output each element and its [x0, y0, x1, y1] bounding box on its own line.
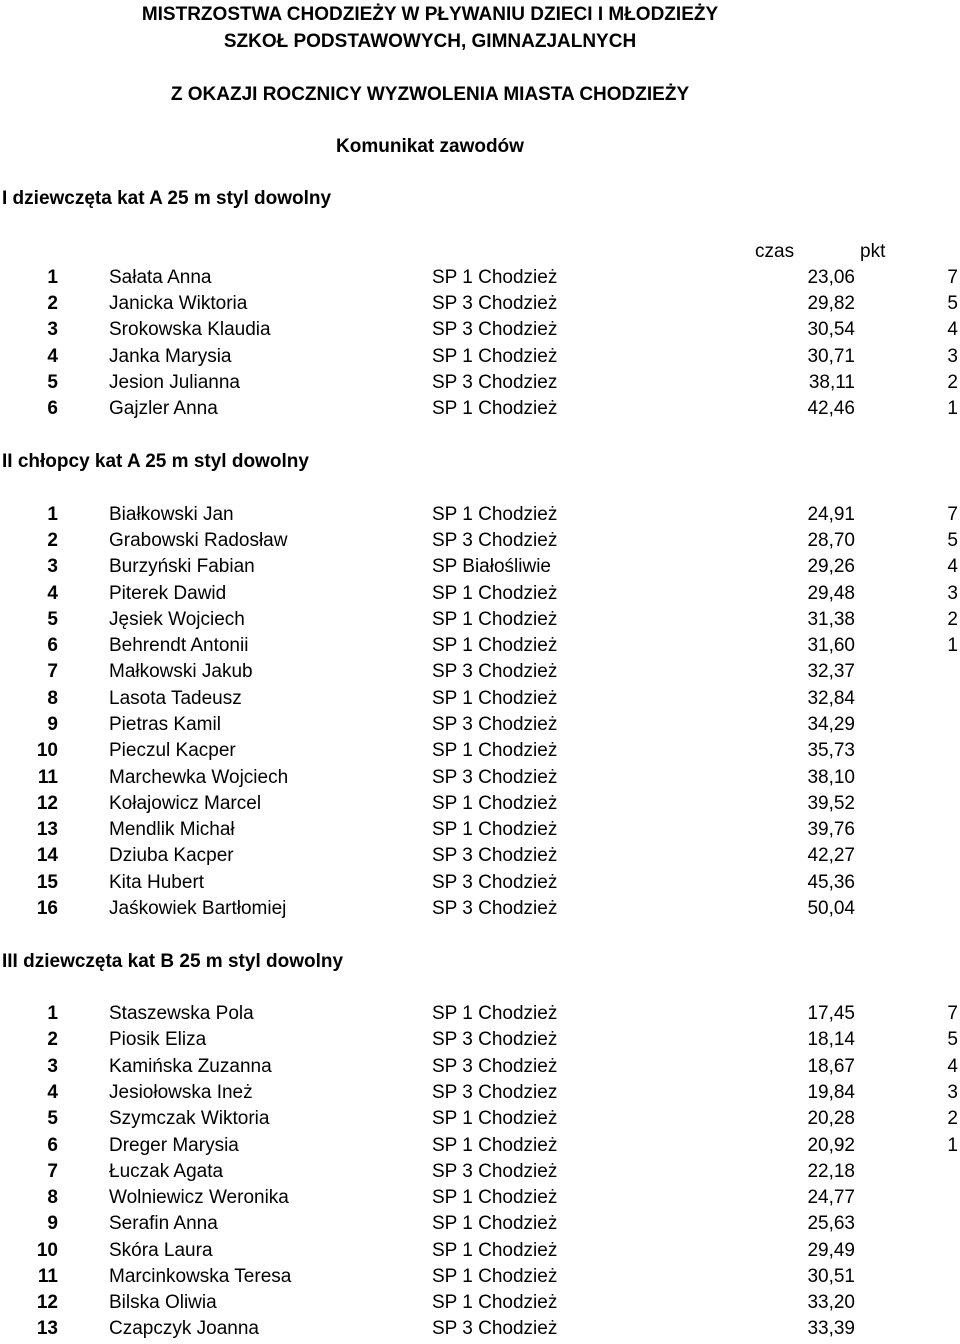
place: 1 [47, 267, 58, 288]
points: 1 [947, 1135, 958, 1156]
result-row [0, 581, 960, 607]
result-row [0, 528, 960, 554]
school: SP Białośliwie [432, 556, 551, 577]
competitor-name: Jesion Julianna [109, 372, 240, 393]
points: 3 [947, 1082, 958, 1103]
school: SP 3 Chodzież [432, 1029, 558, 1050]
time: 45,36 [807, 872, 855, 893]
school: SP 3 Chodzież [432, 661, 558, 682]
section-title-1: I dziewczęta kat A 25 m styl dowolny [2, 188, 332, 209]
time: 31,60 [807, 635, 855, 656]
school: SP 1 Chodzież [432, 688, 558, 709]
place: 13 [36, 819, 58, 840]
school: SP 1 Chodzież [432, 1292, 558, 1313]
place: 4 [47, 583, 58, 604]
place: 3 [47, 319, 58, 340]
place: 13 [36, 1318, 58, 1339]
place: 11 [37, 767, 58, 788]
competitor-name: Piterek Dawid [109, 583, 227, 604]
time: 22,18 [807, 1161, 855, 1182]
column-header-points: pkt [860, 241, 886, 262]
points: 7 [947, 267, 958, 288]
competitor-name: Marchewka Wojciech [109, 767, 289, 788]
place: 1 [47, 504, 58, 525]
competitor-name: Jęsiek Wojciech [109, 609, 245, 630]
competitor-name: Dziuba Kacper [109, 845, 234, 866]
time: 29,48 [807, 583, 855, 604]
result-row [0, 554, 960, 580]
competitor-name: Janicka Wiktoria [109, 293, 248, 314]
competitor-name: Janka Marysia [109, 346, 232, 367]
competitor-name: Serafin Anna [109, 1213, 218, 1234]
school: SP 3 Chodzież [432, 1056, 558, 1077]
competitor-name: Lasota Tadeusz [109, 688, 242, 709]
time: 28,70 [807, 530, 855, 551]
time: 18,14 [807, 1029, 855, 1050]
points: 4 [947, 1056, 958, 1077]
points: 3 [947, 346, 958, 367]
competitor-name: Burzyński Fabian [109, 556, 255, 577]
school: SP 3 Chodzież [432, 1318, 558, 1339]
result-row [0, 396, 960, 422]
place: 8 [47, 1187, 58, 1208]
school: SP 3 Chodzież [432, 1161, 558, 1182]
time: 38,11 [808, 372, 855, 393]
time: 32,37 [807, 661, 855, 682]
time: 33,39 [807, 1318, 855, 1339]
competitor-name: Małkowski Jakub [109, 661, 253, 682]
competitor-name: Skóra Laura [109, 1240, 213, 1261]
time: 29,49 [807, 1240, 855, 1261]
place: 12 [36, 793, 58, 814]
competitor-name: Sałata Anna [109, 267, 212, 288]
competitor-name: Łuczak Agata [109, 1161, 224, 1182]
competitor-name: Gajzler Anna [109, 398, 218, 419]
place: 2 [47, 293, 58, 314]
points: 1 [947, 398, 958, 419]
time: 50,04 [807, 898, 855, 919]
time: 20,28 [807, 1108, 855, 1129]
result-row [0, 1185, 960, 1211]
school: SP 3 Chodzież [432, 293, 558, 314]
school: SP 1 Chodzież [432, 793, 558, 814]
result-row [0, 1001, 960, 1027]
competitor-name: Wolniewicz Weronika [109, 1187, 289, 1208]
place: 15 [36, 872, 58, 893]
place: 1 [47, 1003, 58, 1024]
result-row [0, 291, 960, 317]
result-row [0, 1054, 960, 1080]
place: 3 [47, 556, 58, 577]
place: 3 [47, 1056, 58, 1077]
school: SP 1 Chodzież [432, 398, 558, 419]
competitor-name: Bilska Oliwia [109, 1292, 217, 1313]
school: SP 3 Chodzież [432, 767, 558, 788]
points: 5 [947, 293, 958, 314]
school: SP 1 Chodzież [432, 1240, 558, 1261]
result-row [0, 896, 960, 922]
result-row [0, 1238, 960, 1264]
school: SP 3 Chodzież [432, 530, 558, 551]
time: 24,91 [807, 504, 855, 525]
place: 12 [36, 1292, 58, 1313]
school: SP 3 Chodziez [432, 372, 558, 393]
time: 31,38 [807, 609, 855, 630]
place: 16 [36, 898, 58, 919]
subtitle: Komunikat zawodów [336, 136, 524, 157]
time: 24,77 [807, 1187, 855, 1208]
section-title-2: II chłopcy kat A 25 m styl dowolny [2, 451, 309, 472]
points: 4 [947, 319, 958, 340]
points: 2 [947, 372, 958, 393]
competitor-name: Jesiołowska Ineż [109, 1082, 253, 1103]
result-row [0, 1211, 960, 1237]
time: 42,46 [807, 398, 855, 419]
time: 30,71 [807, 346, 855, 367]
result-row [0, 607, 960, 633]
time: 42,27 [807, 845, 855, 866]
place: 8 [47, 688, 58, 709]
competitor-name: Pieczul Kacper [109, 740, 236, 761]
points: 2 [947, 609, 958, 630]
result-row [0, 1080, 960, 1106]
school: SP 1 Chodzież [432, 819, 558, 840]
points: 5 [947, 530, 958, 551]
place: 10 [36, 740, 58, 761]
competitor-name: Pietras Kamil [109, 714, 221, 735]
place: 2 [47, 1029, 58, 1050]
place: 9 [47, 714, 58, 735]
time: 34,29 [807, 714, 855, 735]
points: 3 [947, 583, 958, 604]
place: 5 [47, 609, 58, 630]
time: 30,51 [807, 1266, 855, 1287]
place: 10 [36, 1240, 58, 1261]
result-row [0, 1264, 960, 1290]
school: SP 3 Chodzież [432, 319, 558, 340]
place: 4 [47, 1082, 58, 1103]
result-row [0, 870, 960, 896]
result-row [0, 1316, 960, 1342]
result-row [0, 1106, 960, 1132]
points: 4 [947, 556, 958, 577]
school: SP 1 Chodzież [432, 1108, 558, 1129]
school: SP 1 Chodzież [432, 583, 558, 604]
place: 5 [47, 372, 58, 393]
points: 2 [947, 1108, 958, 1129]
time: 33,20 [807, 1292, 855, 1313]
time: 39,52 [807, 793, 855, 814]
competitor-name: Staszewska Pola [109, 1003, 254, 1024]
competitor-name: Białkowski Jan [109, 504, 234, 525]
competitor-name: Srokowska Klaudia [109, 319, 271, 340]
school: SP 3 Chodzież [432, 845, 558, 866]
time: 38,10 [807, 767, 855, 788]
school: SP 1 Chodzież [432, 1135, 558, 1156]
school: SP 1 Chodzież [432, 1266, 558, 1287]
competitor-name: Grabowski Radosław [109, 530, 288, 551]
result-row [0, 765, 960, 791]
time: 39,76 [807, 819, 855, 840]
points: 5 [947, 1029, 958, 1050]
school: SP 3 Chodzież [432, 872, 558, 893]
place: 7 [47, 661, 58, 682]
competitor-name: Kamińska Zuzanna [109, 1056, 272, 1077]
place: 6 [47, 1135, 58, 1156]
title-line-1: MISTRZOSTWA CHODZIEŻY W PŁYWANIU DZIECI I MŁODZIEŻY [141, 4, 719, 25]
result-row [0, 370, 960, 396]
time: 30,54 [807, 319, 855, 340]
place: 2 [47, 530, 58, 551]
result-row [0, 502, 960, 528]
school: SP 3 Chodziez [432, 1082, 558, 1103]
result-row [0, 1159, 960, 1185]
competitor-name: Jaśkowiek Bartłomiej [109, 898, 287, 919]
time: 25,63 [807, 1213, 855, 1234]
place: 9 [47, 1213, 58, 1234]
school: SP 1 Chodzież [432, 504, 558, 525]
competitor-name: Mendlik Michał [109, 819, 235, 840]
school: SP 1 Chodzież [432, 1187, 558, 1208]
time: 29,26 [807, 556, 855, 577]
result-row [0, 1027, 960, 1053]
school: SP 1 Chodzież [432, 635, 558, 656]
school: SP 1 Chodzież [432, 346, 558, 367]
time: 17,45 [807, 1003, 855, 1024]
school: SP 1 Chodzież [432, 1003, 558, 1024]
column-header-time: czas [755, 241, 795, 262]
result-row [0, 843, 960, 869]
school: SP 1 Chodzież [432, 740, 558, 761]
result-row [0, 265, 960, 291]
competitor-name: Kita Hubert [109, 872, 205, 893]
result-row [0, 712, 960, 738]
section-title-3: III dziewczęta kat B 25 m styl dowolny [2, 951, 344, 972]
time: 19,84 [807, 1082, 855, 1103]
result-row [0, 1290, 960, 1316]
time: 29,82 [807, 293, 855, 314]
school: SP 1 Chodzież [432, 267, 558, 288]
place: 6 [47, 398, 58, 419]
place: 11 [37, 1266, 58, 1287]
result-row [0, 317, 960, 343]
result-row [0, 344, 960, 370]
time: 35,73 [807, 740, 855, 761]
school: SP 1 Chodzież [432, 609, 558, 630]
points: 7 [947, 504, 958, 525]
school: SP 3 Chodzież [432, 714, 558, 735]
place: 4 [47, 346, 58, 367]
place: 14 [36, 845, 58, 866]
competitor-name: Szymczak Wiktoria [109, 1108, 270, 1129]
points: 1 [947, 635, 958, 656]
title-line-3: Z OKAZJI ROCZNICY WYZWOLENIA MIASTA CHODZIEŻY [170, 84, 690, 105]
competitor-name: Piosik Eliza [109, 1029, 207, 1050]
time: 23,06 [807, 267, 855, 288]
competitor-name: Kołajowicz Marcel [109, 793, 262, 814]
title-line-2: SZKOŁ PODSTAWOWYCH, GIMNAZJALNYCH [223, 31, 637, 52]
time: 20,92 [807, 1135, 855, 1156]
result-row [0, 659, 960, 685]
result-row [0, 633, 960, 659]
place: 6 [47, 635, 58, 656]
competitor-name: Marcinkowska Teresa [109, 1266, 292, 1287]
competitor-name: Behrendt Antonii [109, 635, 249, 656]
school: SP 1 Chodzież [432, 1213, 558, 1234]
time: 18,67 [807, 1056, 855, 1077]
place: 7 [47, 1161, 58, 1182]
result-row [0, 1133, 960, 1159]
result-row [0, 817, 960, 843]
points: 7 [947, 1003, 958, 1024]
result-row [0, 738, 960, 764]
school: SP 3 Chodzież [432, 898, 558, 919]
place: 5 [47, 1108, 58, 1129]
competitor-name: Dreger Marysia [109, 1135, 239, 1156]
time: 32,84 [807, 688, 855, 709]
result-row [0, 686, 960, 712]
competitor-name: Czapczyk Joanna [109, 1318, 259, 1339]
result-row [0, 791, 960, 817]
